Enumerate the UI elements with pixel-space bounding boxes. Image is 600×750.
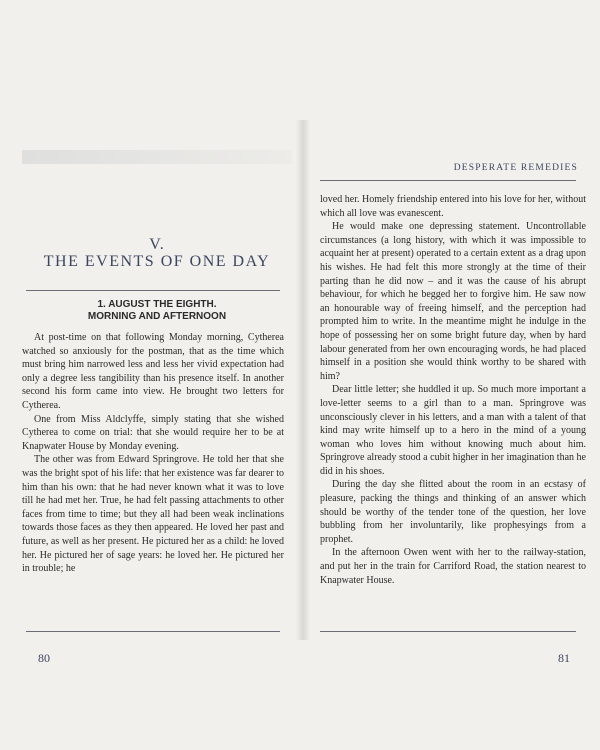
paragraph: At post-time on that following Monday morning, Cytherea watched so anxiously for the postman, that as the time which must bring him narrowed less and less her vivid expectation had only a degree less tangibility than his presence itself. In another second his form came into view. He brought two letters for Cytherea. (22, 332, 284, 411)
chapter-divider (26, 290, 280, 291)
left-page-body (22, 331, 284, 576)
paragraph: During the day she flitted about the room in an ecstasy of pleasure, packing the things and thinking of an answer which should be worthy of the tender tone of the question, her love bubbling from her involuntarily, like prophesyings from a prophet. (320, 479, 586, 545)
paragraph: He would make one depressing statement. Uncontrollable circumstances (a long history, with which it was impossible to acquaint her at present) operated to a certain extent as a drag upon his wishes. He had felt this more strongly at the time of their parting than he did now – and it was the cause of his abrupt behaviour, for which he begged her to forgive him. He saw now an honourable way of freeing himself, and the perception had prompted him to write. In the meantime might he indulge in the hope of possessing her on some bright future day, when by hard labour generated from her own encouraging words, he had placed himself in a position she would think worthy to be shared with him? (320, 221, 586, 382)
footer-rule (26, 631, 280, 632)
paragraph: One from Miss Aldclyffe, simply stating that she wished Cytherea to come on trial: that she would require her to be at Knapwater House by Monday evening. (22, 413, 284, 452)
header-rule (320, 180, 576, 181)
chapter-title: THE EVENTS OF ONE DAY (43, 253, 271, 270)
section-heading-line-2: MORNING AND AFTERNOON (87, 311, 227, 322)
page-number: 81 (558, 651, 570, 665)
section-heading (22, 299, 292, 323)
chapter-number: V. (149, 236, 165, 253)
footer-rule (320, 631, 576, 632)
running-head: DESPERATE REMEDIES (453, 163, 578, 173)
page-number: 80 (38, 651, 50, 665)
right-page-body (320, 193, 586, 587)
paragraph: Dear little letter; she huddled it up. So much more important a love-letter seems to a girl than to a man. Springrove was unconsciously clever in his letters, and a man with a talent of that kind may write himself up to a hero in the mind of a young woman who loves him without knowing much about him. Springrove already stood a cubit higher in her imagination than he did in his shoes. (320, 384, 586, 477)
right-page (300, 0, 600, 750)
section-heading-line-1: 1. AUGUST THE EIGHTH. (97, 299, 217, 310)
paragraph: The other was from Edward Springrove. He told her that she was the bright spot of his life: that her existence was far dearer to him than his own: that he had never known what it was to love till he had met her. True, he had felt passing attachments to other faces from time to time; but they all had been weak inclinations towards those faces as they then appeared. He loved her past and future, as well as her present. He pictured her as a child: he loved her. He pictured her of sage years: he loved her. He pictured her in trouble; he (22, 454, 284, 575)
paragraph: In the afternoon Owen went with her to the railway-station, and put her in the train for Carriford Road, the station nearest to Knapwater House. (320, 547, 586, 586)
paragraph: loved her. Homely friendship entered into his love for her, without which all love was evanescent. (320, 194, 586, 219)
